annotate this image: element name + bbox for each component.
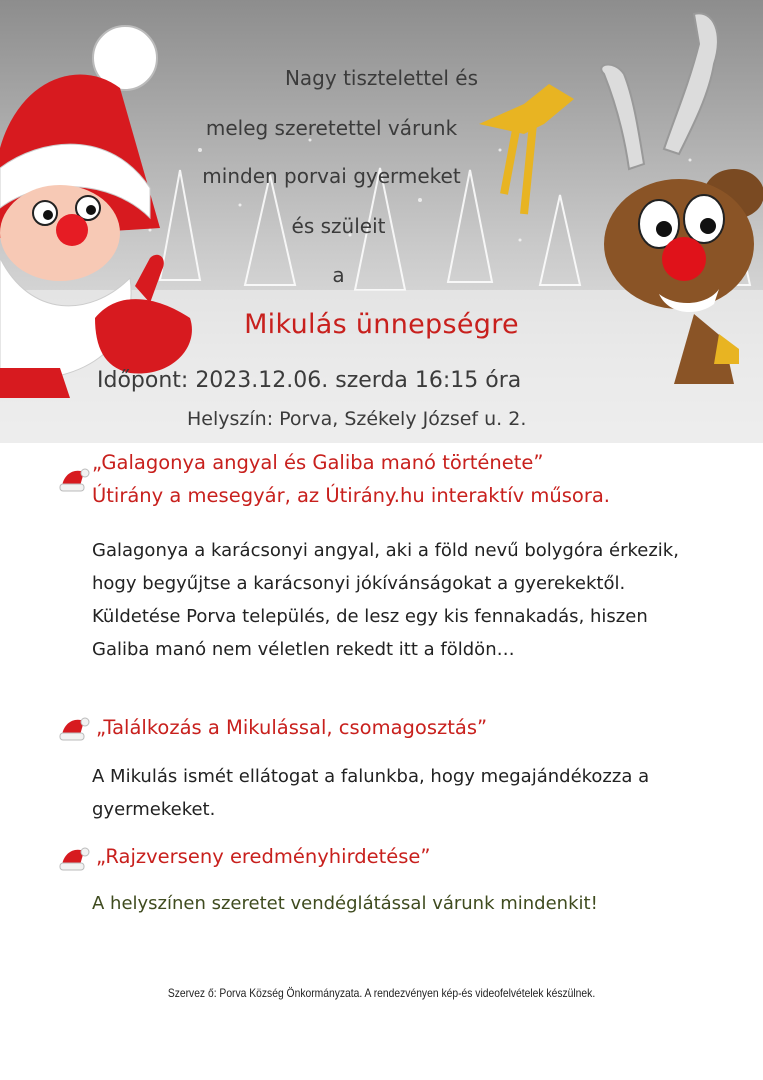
santa-hat-icon — [58, 715, 90, 743]
organizer-footer: Szervez ő: Porva Község Önkormányzata. A rendezvényen kép-és videofelvételek készülnek. — [167, 986, 596, 1000]
event-title: Mikulás ünnepségre — [244, 309, 519, 340]
santa-hat-icon — [58, 466, 90, 494]
program-2-description: A Mikulás ismét ellátogat a falunkba, hogy megajándékozza a gyermekeket. — [92, 766, 650, 820]
event-place: Helyszín: Porva, Székely József u. 2. — [187, 408, 527, 430]
closing-text: A helyszínen szeretet vendéglátással várunk mindenkit! — [92, 893, 598, 914]
header-banner — [0, 0, 763, 443]
invitation-line-2: meleg szeretettel várunk — [205, 116, 458, 140]
invitation-line-5: a — [332, 263, 345, 287]
invitation-line-4: és szüleit — [291, 214, 386, 238]
program-1-heading-line-2: Útirány a mesegyár, az Útirány.hu interaktív műsora. — [92, 484, 610, 507]
program-3-heading: „Rajzverseny eredményhirdetése” — [96, 845, 431, 868]
program-2-heading: „Találkozás a Mikulással, csomagosztás” — [96, 716, 488, 739]
program-1-heading-line-1: „Galagonya angyal és Galiba manó története” — [92, 451, 544, 474]
invitation-line-3: minden porvai gyermeket — [202, 164, 461, 188]
invitation-line-1: Nagy tisztelettel és — [284, 66, 479, 90]
event-time: Időpont: 2023.12.06. szerda 16:15 óra — [97, 368, 522, 393]
santa-hat-icon — [58, 845, 90, 873]
program-1-description: Galagonya a karácsonyi angyal, aki a föld nevű bolygóra érkezik, hogy begyűjtse a karácsonyi jókívánságokat a gyerekektől. Küldetése Porva település, de lesz egy kis fennakadás, hiszen Galiba manó nem véletlen rekedt itt a földön… — [92, 540, 679, 660]
